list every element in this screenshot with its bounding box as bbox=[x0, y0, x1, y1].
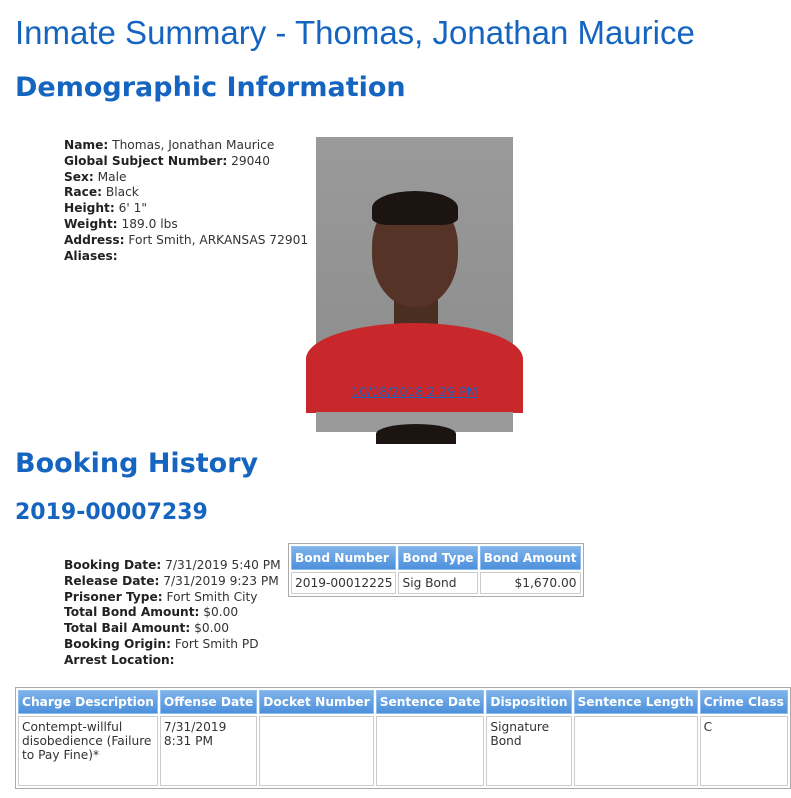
height-row bbox=[64, 201, 308, 217]
mugshot-photo-2[interactable] bbox=[316, 412, 513, 432]
charge-table bbox=[15, 687, 791, 789]
field-label: Booking Origin: bbox=[64, 636, 171, 651]
column-header[interactable]: Bond Number bbox=[291, 546, 396, 570]
table-cell: C bbox=[700, 716, 788, 786]
field-value: 29040 bbox=[231, 153, 270, 168]
field-label: Race: bbox=[64, 185, 102, 200]
total-bond-row bbox=[64, 605, 281, 621]
field-value: Fort Smith PD bbox=[174, 636, 259, 651]
column-header[interactable]: Disposition bbox=[486, 690, 571, 714]
field-label: Address: bbox=[64, 232, 125, 247]
field-value: Thomas, Jonathan Maurice bbox=[112, 138, 275, 152]
field-value: $0.00 bbox=[203, 605, 239, 620]
table-cell bbox=[574, 716, 698, 786]
field-label: Booking Date: bbox=[64, 558, 162, 572]
field-label: Weight: bbox=[64, 216, 118, 231]
column-header[interactable]: Charge Description bbox=[18, 690, 158, 714]
demographic-heading: Demographic Information bbox=[15, 72, 406, 103]
field-label: Total Bond Amount: bbox=[64, 605, 200, 620]
name-row bbox=[64, 138, 308, 154]
field-value: $0.00 bbox=[194, 621, 229, 636]
table-cell: 2019-00012225 bbox=[291, 572, 396, 594]
column-header[interactable]: Bond Amount bbox=[480, 546, 581, 570]
race-row bbox=[64, 185, 308, 201]
field-label: Arrest Location: bbox=[64, 652, 175, 667]
table-header-row bbox=[291, 546, 581, 570]
booking-history-heading: Booking History bbox=[15, 448, 259, 479]
mugshot-photo[interactable] bbox=[316, 137, 513, 383]
page-title: Inmate Summary - Thomas, Jonathan Maurice bbox=[15, 14, 695, 51]
arrest-location-row bbox=[64, 653, 281, 669]
field-value: 7/31/2019 5:40 PM bbox=[165, 558, 281, 572]
table-cell: Contempt-willful disobedience (Failure to Pay Fine)* bbox=[18, 716, 158, 786]
bond-table bbox=[288, 543, 584, 597]
global-subject-number-row bbox=[64, 154, 308, 170]
field-label: Height: bbox=[64, 201, 115, 216]
table-cell: Sig Bond bbox=[398, 572, 477, 594]
booking-origin-row bbox=[64, 637, 281, 653]
field-value: 7/31/2019 9:23 PM bbox=[163, 573, 279, 588]
booking-date-row bbox=[64, 558, 281, 574]
photo-date-link[interactable]: 10/18/2018 2:29 PM bbox=[351, 384, 478, 399]
photo-hair bbox=[372, 191, 458, 225]
field-value: 6' 1" bbox=[118, 201, 147, 216]
table-cell bbox=[259, 716, 373, 786]
field-label: Prisoner Type: bbox=[64, 589, 163, 604]
field-value: Male bbox=[97, 169, 127, 184]
table-row bbox=[291, 572, 581, 594]
column-header[interactable]: Crime Class bbox=[700, 690, 788, 714]
field-value: Fort Smith, ARKANSAS 72901 bbox=[128, 232, 309, 247]
field-value: Black bbox=[105, 185, 139, 200]
charge-table-container bbox=[15, 687, 784, 797]
field-label: Sex: bbox=[64, 169, 94, 184]
release-date-row bbox=[64, 574, 281, 590]
column-header[interactable]: Docket Number bbox=[259, 690, 373, 714]
table-cell: 7/31/2019 8:31 PM bbox=[160, 716, 257, 786]
table-row bbox=[18, 716, 788, 786]
column-header[interactable]: Bond Type bbox=[398, 546, 477, 570]
field-label: Aliases: bbox=[64, 248, 118, 263]
table-cell: Signature Bond bbox=[486, 716, 571, 786]
field-label: Release Date: bbox=[64, 573, 160, 588]
field-label: Global Subject Number: bbox=[64, 153, 228, 168]
column-header[interactable]: Sentence Date bbox=[376, 690, 485, 714]
table-cell bbox=[376, 716, 485, 786]
sex-row bbox=[64, 170, 308, 186]
field-value: Fort Smith City bbox=[166, 589, 258, 604]
table-cell: $1,670.00 bbox=[480, 572, 581, 594]
total-bail-row bbox=[64, 621, 281, 637]
booking-info bbox=[64, 558, 281, 669]
demographic-info bbox=[64, 138, 308, 264]
booking-number-heading: 2019-00007239 bbox=[15, 500, 208, 525]
photo2-hair bbox=[376, 424, 456, 444]
weight-row bbox=[64, 217, 308, 233]
field-value: 189.0 lbs bbox=[121, 216, 178, 231]
field-label: Name: bbox=[64, 138, 109, 152]
photo-shirt bbox=[306, 323, 523, 413]
address-row bbox=[64, 233, 308, 249]
aliases-row bbox=[64, 249, 308, 265]
table-header-row bbox=[18, 690, 788, 714]
column-header[interactable]: Offense Date bbox=[160, 690, 257, 714]
column-header[interactable]: Sentence Length bbox=[574, 690, 698, 714]
field-label: Total Bail Amount: bbox=[64, 621, 191, 636]
prisoner-type-row bbox=[64, 590, 281, 606]
